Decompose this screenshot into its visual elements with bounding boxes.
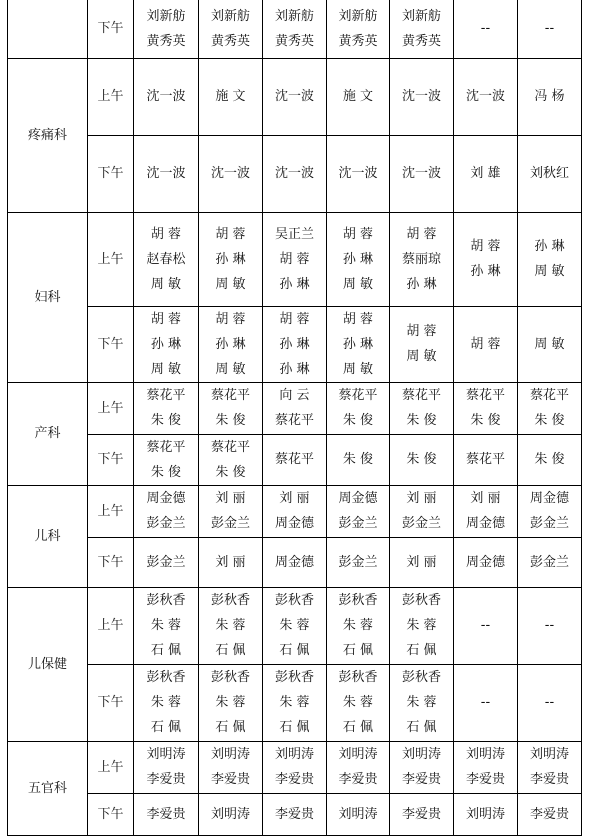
staff-name: 周金德 [465, 554, 505, 570]
department-cell: 产科 [8, 382, 88, 485]
staff-name: 周 敏 [150, 361, 182, 377]
staff-name: 朱 俊 [534, 413, 565, 428]
staff-cell [327, 434, 390, 485]
staff-name: 沈一波 [210, 166, 250, 181]
time-slot-cell: 下午 [88, 434, 134, 485]
staff-name: 胡 蓉 [279, 311, 310, 327]
staff-name: 彭金兰 [529, 554, 569, 570]
staff-cell [454, 587, 518, 664]
staff-cell [199, 741, 263, 793]
department-cell: 妇科 [8, 212, 88, 382]
staff-cell [454, 537, 518, 587]
schedule-row [8, 587, 582, 664]
staff-name: 李爱贵 [465, 772, 505, 787]
staff-name: 石 佩 [279, 643, 310, 658]
staff-cell [518, 741, 582, 793]
staff-name: 刘明涛 [529, 747, 569, 762]
staff-name: 刘 丽 [406, 554, 437, 570]
staff-cell [263, 212, 327, 306]
staff-cell [327, 587, 390, 664]
staff-name: 黄秀英 [210, 33, 250, 49]
staff-name: 刘明涛 [210, 806, 250, 822]
staff-name: 蔡花平 [401, 388, 441, 403]
schedule-row [8, 135, 582, 212]
department-cell: 五官科 [8, 741, 88, 835]
staff-name: 黄秀英 [274, 33, 314, 49]
staff-cell [454, 793, 518, 835]
staff-cell [390, 306, 454, 382]
staff-cell [390, 741, 454, 793]
staff-name: 朱 俊 [342, 452, 374, 467]
staff-name: 蔡花平 [465, 388, 505, 403]
staff-cell [390, 212, 454, 306]
staff-name: 孙 琳 [279, 361, 310, 377]
staff-cell [327, 212, 390, 306]
staff-name: 周金德 [338, 491, 378, 506]
staff-cell [327, 664, 390, 741]
staff-name: 周 敏 [150, 276, 182, 292]
staff-name: 朱 蓉 [279, 618, 310, 633]
staff-cell [263, 664, 327, 741]
staff-name: 沈一波 [274, 89, 314, 104]
staff-cell [518, 382, 582, 434]
staff-cell [518, 485, 582, 537]
staff-name: 刘 雄 [470, 166, 501, 181]
staff-name: 蔡花平 [274, 452, 314, 467]
staff-cell [327, 485, 390, 537]
staff-cell [390, 0, 454, 58]
staff-name: 朱 蓉 [215, 618, 246, 633]
staff-name: 石 佩 [406, 720, 437, 735]
staff-name: 朱 俊 [470, 413, 501, 428]
department-cell: 儿保健 [8, 587, 88, 741]
schedule-row [8, 485, 582, 537]
staff-cell [390, 793, 454, 835]
staff-cell [263, 58, 327, 135]
staff-name: 孙 琳 [342, 336, 374, 352]
time-slot-cell: 下午 [88, 793, 134, 835]
staff-name: 沈一波 [401, 89, 441, 104]
staff-cell [518, 793, 582, 835]
schedule-row [8, 793, 582, 835]
staff-cell [199, 793, 263, 835]
staff-name: 石 佩 [150, 720, 182, 735]
staff-cell [199, 212, 263, 306]
staff-cell [454, 135, 518, 212]
staff-name: 向 云 [279, 388, 310, 403]
staff-cell [263, 537, 327, 587]
staff-cell [454, 434, 518, 485]
staff-name: 胡 蓉 [470, 239, 501, 254]
staff-cell [327, 741, 390, 793]
staff-name: 沈一波 [274, 166, 314, 181]
staff-name: 刘新舫 [274, 8, 314, 24]
staff-name: 李爱贵 [529, 772, 569, 787]
staff-name: 刘 丽 [406, 491, 437, 506]
staff-name: -- [480, 21, 491, 37]
staff-name: 赵春松 [146, 251, 186, 267]
staff-name: 胡 蓉 [406, 324, 437, 339]
staff-cell [454, 485, 518, 537]
staff-cell [199, 587, 263, 664]
staff-cell [199, 306, 263, 382]
staff-name: 刘 丽 [470, 491, 501, 506]
schedule-body [8, 0, 582, 835]
staff-name: 刘新舫 [401, 8, 441, 24]
staff-name: 彭秋香 [401, 593, 441, 608]
staff-name: 刘明涛 [274, 747, 314, 762]
staff-name: 李爱贵 [274, 772, 314, 787]
staff-name: 彭秋香 [401, 670, 441, 685]
schedule-row [8, 382, 582, 434]
time-slot-cell: 下午 [88, 664, 134, 741]
staff-name: 彭金兰 [146, 516, 186, 531]
staff-cell [518, 587, 582, 664]
staff-name: 李爱贵 [274, 806, 314, 822]
staff-name: 朱 蓉 [406, 618, 437, 633]
staff-cell [327, 793, 390, 835]
duty-schedule-table [7, 0, 582, 836]
time-slot-cell: 上午 [88, 58, 134, 135]
staff-name: 沈一波 [465, 89, 505, 104]
staff-name: 胡 蓉 [342, 311, 374, 327]
staff-name: 朱 蓉 [150, 618, 182, 633]
staff-name: 孙 琳 [215, 336, 246, 352]
staff-name: 周 敏 [215, 276, 246, 292]
staff-cell [390, 135, 454, 212]
staff-cell [134, 537, 199, 587]
staff-cell [199, 58, 263, 135]
staff-name: 朱 蓉 [279, 695, 310, 710]
staff-name: 彭秋香 [338, 593, 378, 608]
staff-cell [134, 664, 199, 741]
staff-name: 刘明涛 [338, 747, 378, 762]
staff-name: 孙 琳 [534, 239, 565, 254]
staff-name: 刘明涛 [146, 747, 186, 762]
staff-cell [390, 537, 454, 587]
department-cell: 疼痛科 [8, 58, 88, 212]
staff-cell [134, 58, 199, 135]
staff-name: 胡 蓉 [150, 311, 182, 327]
staff-name: 胡 蓉 [279, 251, 310, 267]
staff-cell [263, 0, 327, 58]
staff-cell [134, 485, 199, 537]
staff-name: 冯 杨 [534, 89, 565, 104]
staff-name: 石 佩 [150, 643, 182, 658]
time-slot-cell: 下午 [88, 0, 134, 58]
staff-name: 胡 蓉 [342, 226, 374, 242]
staff-name: 周金德 [529, 491, 569, 506]
staff-cell [390, 587, 454, 664]
staff-name: 沈一波 [401, 166, 441, 181]
staff-name: 孙 琳 [279, 276, 310, 292]
staff-name: 周 敏 [534, 264, 565, 279]
staff-name: 彭金兰 [338, 554, 378, 570]
staff-cell [390, 434, 454, 485]
staff-name: 石 佩 [215, 643, 246, 658]
staff-name: 周 敏 [342, 276, 374, 292]
staff-name: 刘 丽 [215, 554, 246, 570]
staff-name: 周金德 [465, 516, 505, 531]
staff-name: 石 佩 [215, 720, 246, 735]
staff-cell [134, 434, 199, 485]
staff-name: 刘明涛 [338, 806, 378, 822]
staff-name: 蔡花平 [210, 439, 250, 455]
staff-cell [134, 793, 199, 835]
staff-name: 朱 俊 [215, 464, 246, 480]
staff-name: 朱 蓉 [342, 695, 374, 710]
staff-name: 彭秋香 [210, 593, 250, 608]
time-slot-cell: 上午 [88, 212, 134, 306]
staff-cell [199, 0, 263, 58]
staff-name: 周金德 [146, 491, 186, 506]
staff-name: 孙 琳 [215, 251, 246, 267]
staff-name: 朱 蓉 [150, 695, 182, 710]
staff-name: 李爱贵 [401, 772, 441, 787]
schedule-row [8, 58, 582, 135]
staff-name: 刘新舫 [146, 8, 186, 24]
staff-cell [199, 135, 263, 212]
staff-name: 彭金兰 [210, 516, 250, 531]
staff-name: 彭秋香 [338, 670, 378, 685]
staff-name: 蔡花平 [274, 413, 314, 428]
staff-name: 石 佩 [406, 643, 437, 658]
staff-name: 胡 蓉 [150, 226, 182, 242]
staff-name: 彭金兰 [529, 516, 569, 531]
staff-name: 彭秋香 [146, 670, 186, 685]
staff-name: 彭秋香 [146, 593, 186, 608]
staff-cell [454, 0, 518, 58]
staff-name: 孙 琳 [342, 251, 374, 267]
staff-cell [134, 306, 199, 382]
staff-name: 李爱贵 [146, 806, 186, 822]
staff-cell [263, 485, 327, 537]
staff-name: 彭金兰 [401, 516, 441, 531]
staff-cell [134, 382, 199, 434]
staff-name: 周 敏 [342, 361, 374, 377]
staff-name: 刘 丽 [215, 491, 246, 506]
staff-cell [134, 135, 199, 212]
staff-cell [454, 382, 518, 434]
staff-name: 刘新舫 [210, 8, 250, 24]
staff-cell [263, 135, 327, 212]
schedule-row [8, 741, 582, 793]
staff-name: 黄秀英 [401, 33, 441, 49]
staff-name: 孙 琳 [150, 336, 182, 352]
staff-name: 李爱贵 [146, 772, 186, 787]
staff-cell [199, 537, 263, 587]
staff-name: 刘新舫 [338, 8, 378, 24]
staff-cell [518, 434, 582, 485]
staff-cell [454, 306, 518, 382]
staff-name: 朱 俊 [406, 413, 437, 428]
staff-cell [134, 741, 199, 793]
staff-cell [134, 212, 199, 306]
staff-cell [518, 537, 582, 587]
staff-cell [518, 135, 582, 212]
staff-name: 周金德 [274, 516, 314, 531]
staff-cell [327, 58, 390, 135]
staff-name: -- [544, 618, 555, 633]
staff-cell [263, 382, 327, 434]
staff-cell [199, 664, 263, 741]
time-slot-cell: 下午 [88, 135, 134, 212]
staff-cell [390, 485, 454, 537]
department-cell: 儿科 [8, 485, 88, 587]
staff-cell [199, 485, 263, 537]
staff-name: 朱 俊 [150, 464, 182, 480]
staff-name: 孙 琳 [406, 276, 437, 292]
staff-name: 李爱贵 [529, 806, 569, 822]
staff-cell [518, 58, 582, 135]
staff-name: 周 敏 [215, 361, 246, 377]
staff-name: -- [480, 695, 491, 710]
staff-cell [263, 741, 327, 793]
staff-name: 刘明涛 [210, 747, 250, 762]
staff-name: 刘明涛 [465, 747, 505, 762]
staff-cell [390, 58, 454, 135]
staff-cell [327, 135, 390, 212]
staff-name: 胡 蓉 [215, 311, 246, 327]
staff-name: 蔡花平 [338, 388, 378, 403]
staff-cell [518, 664, 582, 741]
staff-cell [327, 382, 390, 434]
staff-name: -- [544, 695, 555, 710]
schedule-row [8, 537, 582, 587]
time-slot-cell: 下午 [88, 537, 134, 587]
staff-cell [518, 306, 582, 382]
staff-name: 孙 琳 [279, 336, 310, 352]
staff-name: 石 佩 [342, 643, 374, 658]
staff-name: 胡 蓉 [215, 226, 246, 242]
staff-name: 吴正兰 [274, 226, 314, 242]
staff-name: -- [544, 21, 555, 37]
staff-name: 彭金兰 [146, 554, 186, 570]
time-slot-cell: 上午 [88, 485, 134, 537]
staff-name: 蔡花平 [146, 439, 186, 455]
staff-name: 胡 蓉 [406, 226, 437, 242]
staff-name: 刘明涛 [465, 806, 505, 822]
time-slot-cell: 上午 [88, 587, 134, 664]
staff-cell [199, 434, 263, 485]
staff-name: 朱 蓉 [406, 695, 437, 710]
staff-name: 彭秋香 [274, 670, 314, 685]
schedule-row [8, 434, 582, 485]
staff-cell [454, 741, 518, 793]
staff-name: 孙 琳 [470, 264, 501, 279]
staff-name: 沈一波 [146, 166, 186, 181]
staff-name: 施 文 [215, 89, 246, 104]
staff-name: 李爱贵 [338, 772, 378, 787]
time-slot-cell: 下午 [88, 306, 134, 382]
staff-cell [454, 212, 518, 306]
staff-name: 沈一波 [338, 166, 378, 181]
staff-name: 周金德 [274, 554, 314, 570]
staff-cell [199, 382, 263, 434]
staff-cell [327, 0, 390, 58]
time-slot-cell: 上午 [88, 382, 134, 434]
staff-name: 周 敏 [534, 336, 565, 352]
staff-cell [263, 434, 327, 485]
staff-cell [263, 306, 327, 382]
staff-name: 刘 丽 [279, 491, 310, 506]
staff-name: 蔡丽琼 [401, 251, 441, 267]
staff-name: 彭金兰 [338, 516, 378, 531]
staff-name: 朱 俊 [406, 452, 437, 467]
staff-name: 黄秀英 [338, 33, 378, 49]
staff-name: 彭秋香 [210, 670, 250, 685]
staff-name: -- [480, 618, 491, 633]
schedule-row [8, 306, 582, 382]
staff-cell [454, 664, 518, 741]
staff-name: 蔡花平 [210, 388, 250, 403]
staff-name: 李爱贵 [401, 806, 441, 822]
staff-name: 沈一波 [146, 89, 186, 104]
time-slot-cell: 上午 [88, 741, 134, 793]
staff-name: 李爱贵 [210, 772, 250, 787]
staff-name: 周 敏 [406, 349, 437, 364]
staff-name: 朱 俊 [150, 413, 182, 428]
staff-cell [263, 793, 327, 835]
staff-cell [454, 58, 518, 135]
staff-name: 石 佩 [279, 720, 310, 735]
staff-name: 刘秋红 [529, 166, 569, 181]
staff-cell [134, 587, 199, 664]
staff-cell [390, 382, 454, 434]
staff-name: 胡 蓉 [470, 336, 501, 352]
staff-cell [327, 537, 390, 587]
staff-cell [263, 587, 327, 664]
staff-name: 黄秀英 [146, 33, 186, 49]
staff-name: 刘明涛 [401, 747, 441, 762]
staff-name: 彭秋香 [274, 593, 314, 608]
department-cell [8, 0, 88, 58]
staff-name: 朱 俊 [534, 452, 565, 467]
staff-cell [518, 0, 582, 58]
staff-name: 朱 蓉 [215, 695, 246, 710]
staff-name: 施 文 [342, 89, 374, 104]
staff-name: 蔡花平 [465, 452, 505, 467]
staff-cell [327, 306, 390, 382]
staff-name: 朱 俊 [215, 413, 246, 428]
staff-name: 朱 蓉 [342, 618, 374, 633]
schedule-row [8, 0, 582, 58]
schedule-row [8, 212, 582, 306]
schedule-row [8, 664, 582, 741]
staff-name: 石 佩 [342, 720, 374, 735]
staff-cell [518, 212, 582, 306]
staff-name: 蔡花平 [146, 388, 186, 403]
staff-name: 朱 俊 [342, 413, 374, 428]
staff-cell [390, 664, 454, 741]
staff-name: 蔡花平 [529, 388, 569, 403]
staff-cell [134, 0, 199, 58]
